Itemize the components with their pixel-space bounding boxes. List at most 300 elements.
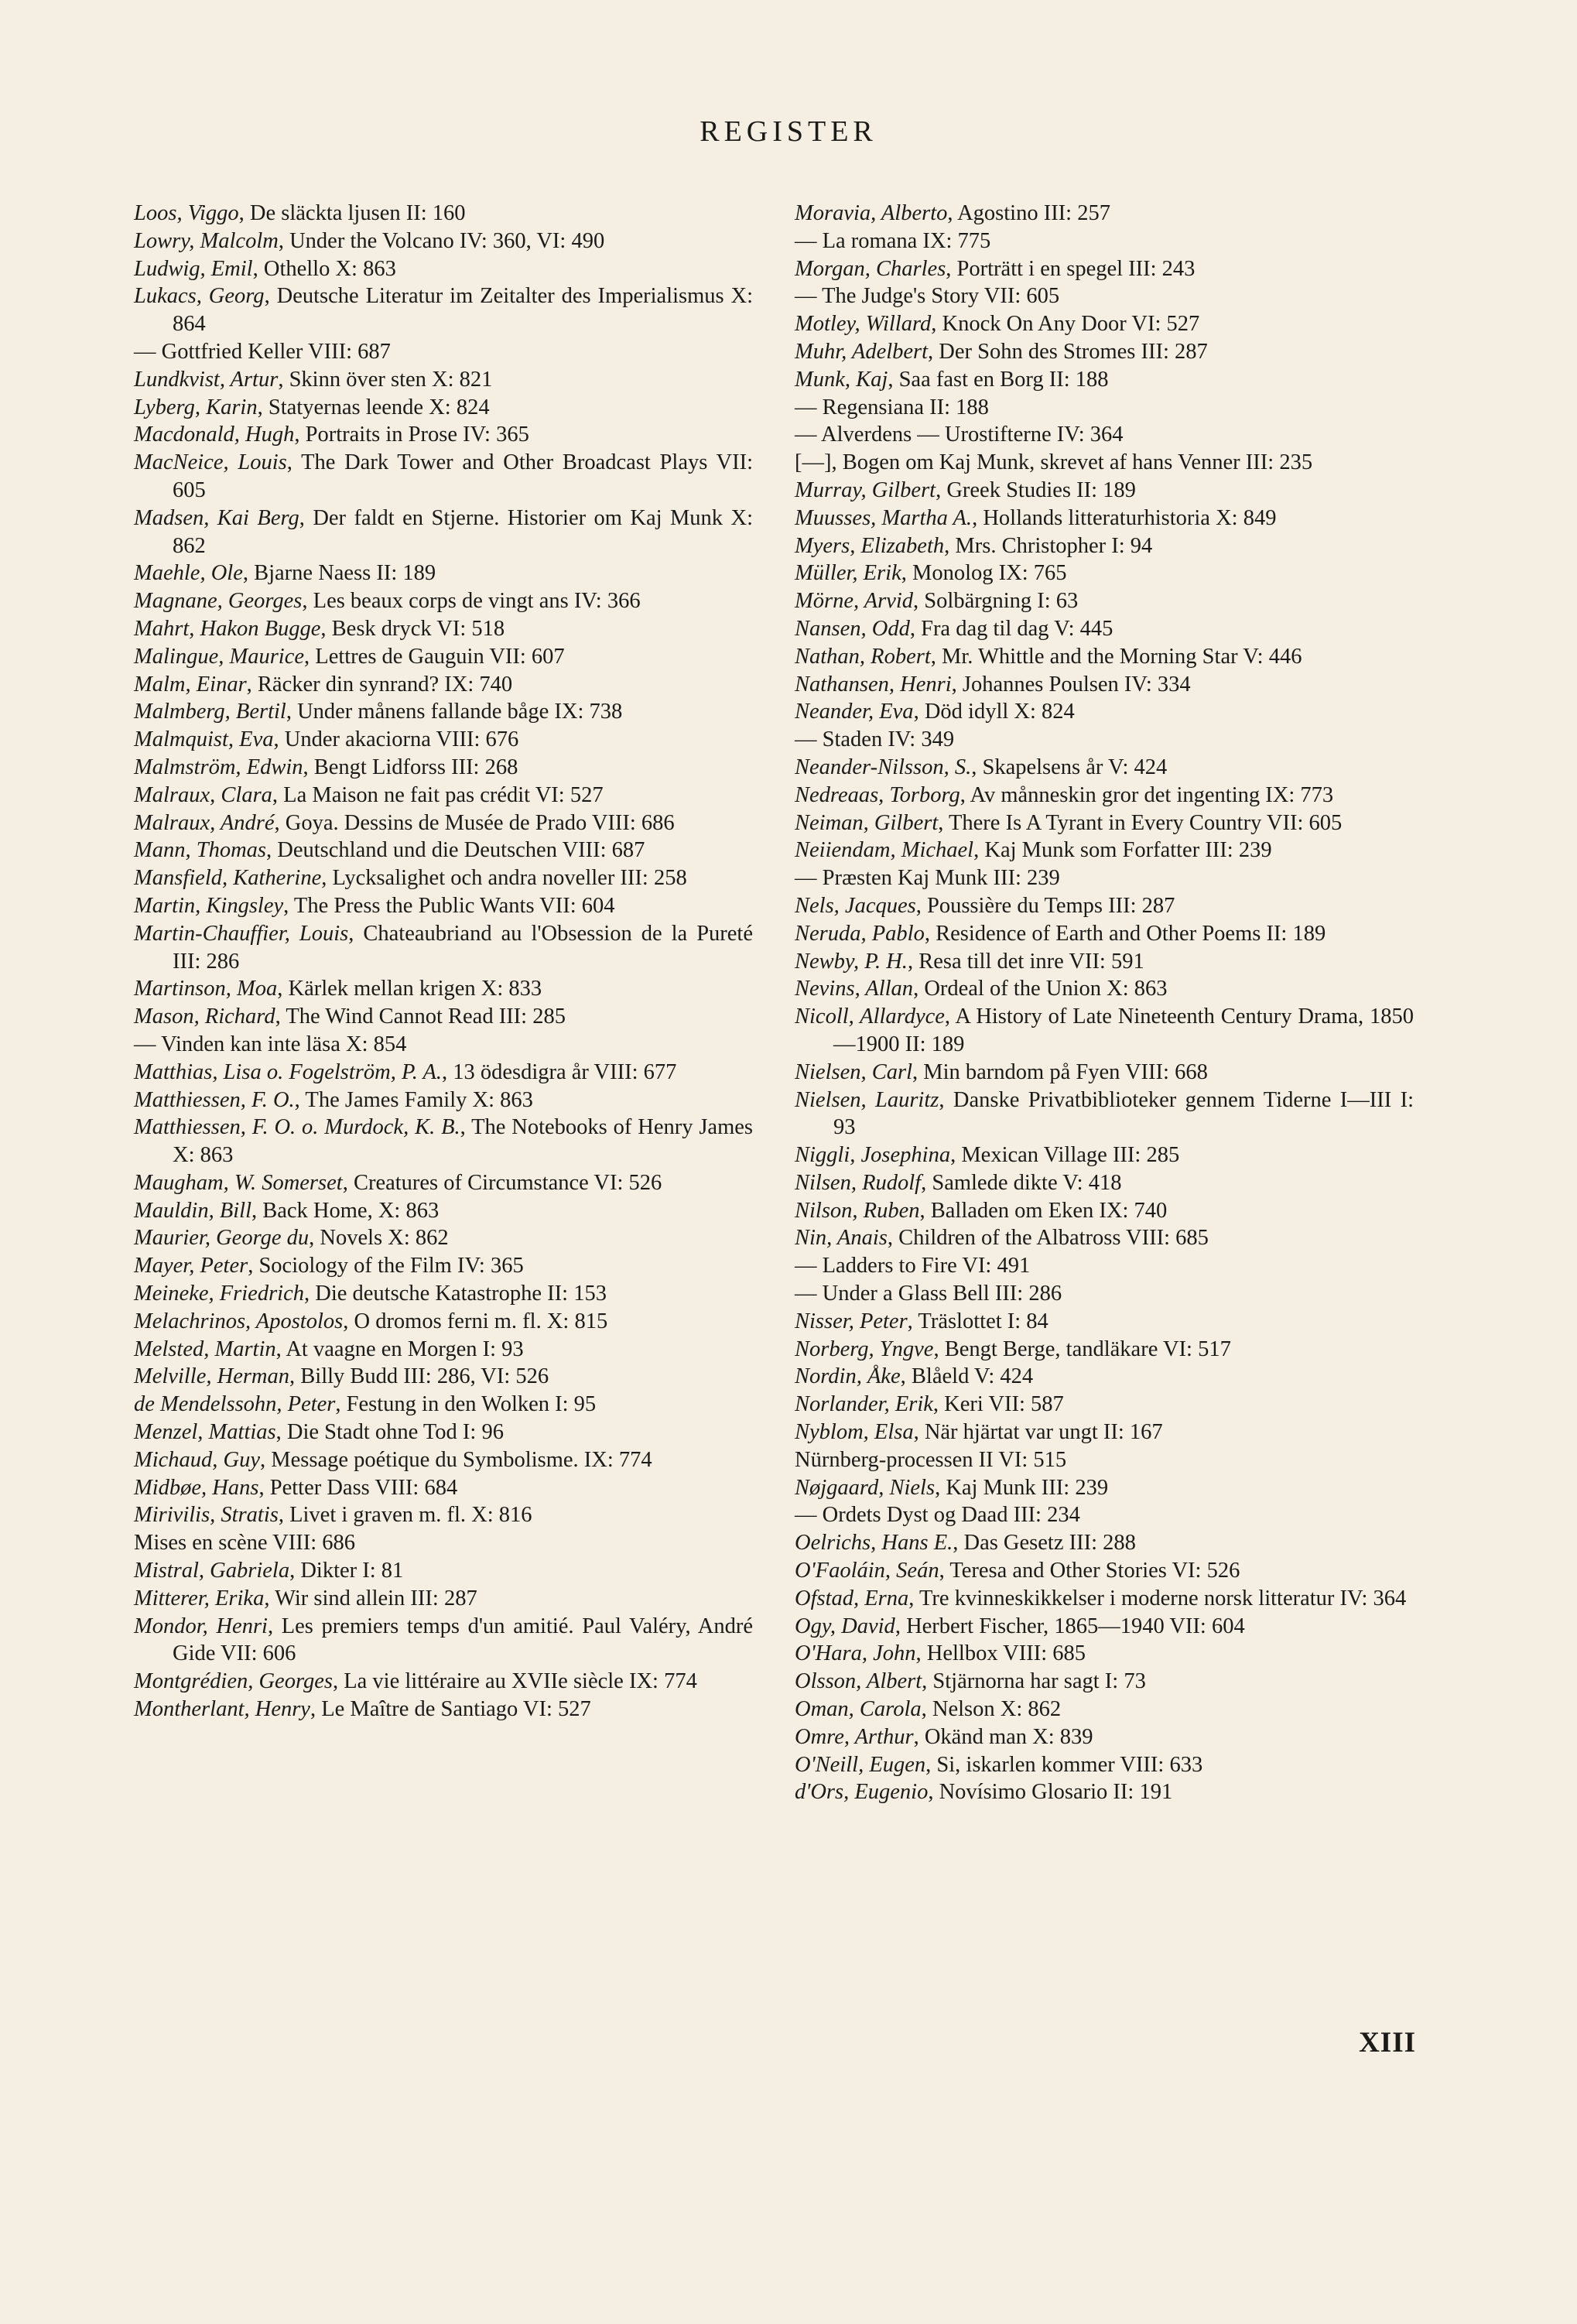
index-entry: Mirivilis, Stratis, Livet i graven m. fl. X: 816 <box>134 1503 532 1528</box>
entry-title-reference: O dromos ferni m. fl. X: 815 <box>354 1309 608 1333</box>
index-entry: Ludwig, Emil, Othello X: 863 <box>134 256 396 281</box>
entry-title-reference: Min barndom på Fyen VIII: 668 <box>923 1059 1208 1084</box>
entry-author: de Mendelssohn, Peter <box>134 1392 336 1417</box>
entry-title-reference: Hellbox VIII: 685 <box>926 1641 1086 1666</box>
index-entry: Nyblom, Elsa, När hjärtat var ungt II: 167 <box>795 1420 1163 1445</box>
entry-author: Mistral, Gabriela <box>134 1559 290 1583</box>
index-entry: Michaud, Guy, Message poétique du Symbolisme. IX: 774 <box>134 1447 652 1472</box>
entry-author: Motley, Willard <box>795 312 932 337</box>
entry-title-reference: Das Gesetz III: 288 <box>963 1531 1136 1556</box>
entry-title-reference: Statyernas leende X: 824 <box>268 395 490 419</box>
entry-author: Martin, Kingsley <box>134 893 284 918</box>
index-entry <box>795 282 1414 310</box>
entry-title-reference: Die deutsche Katastrophe II: 153 <box>315 1282 607 1306</box>
entry-title-reference: Hollands litteraturhistoria X: 849 <box>983 505 1277 530</box>
index-entry: Muusses, Martha A., Hollands litteraturhistoria X: 849 <box>795 505 1277 530</box>
index-entry: MacNeice, Louis, The Dark Tower and Other Broadcast Plays VII: 605 <box>134 450 753 502</box>
entry-author: Neruda, Pablo <box>795 921 925 946</box>
entry-title-reference: There Is A Tyrant in Every Country VII: 605 <box>949 810 1343 835</box>
entry-author: Mann, Thomas <box>134 838 267 863</box>
index-entry: Mauldin, Bill, Back Home, X: 863 <box>134 1198 440 1223</box>
index-entry: Magnane, Georges, Les beaux corps de vingt ans IV: 366 <box>134 589 641 614</box>
index-entry: Neander, Eva, Död idyll X: 824 <box>795 700 1075 724</box>
entry-author: Nathansen, Henri <box>795 672 952 697</box>
entry-title-reference: Creatures of Circumstance VI: 526 <box>353 1170 662 1195</box>
entry-title-reference: Under månens fallande båge IX: 738 <box>297 700 623 724</box>
entry-title-reference: Agostino III: 257 <box>957 201 1110 225</box>
entry-title-reference: Goya. Dessins de Musée de Prado VIII: 686 <box>285 810 675 835</box>
entry-author: Martinson, Moa <box>134 977 278 1001</box>
entry-author: Malmquist, Eva <box>134 727 274 752</box>
entry-title-reference: Knock On Any Door VI: 527 <box>942 312 1200 337</box>
entry-title-reference: — Staden IV: 349 <box>795 727 955 752</box>
entry-author: Nicoll, Allardyce <box>795 1005 945 1029</box>
entry-title-reference: Les premiers temps d'un amitié. Paul Valéry, André Gide VII: 606 <box>173 1614 753 1666</box>
entry-title-reference: Balladen om Eken IX: 740 <box>930 1198 1168 1223</box>
entry-author: Ludwig, Emil <box>134 256 253 281</box>
entry-title-reference: The Dark Tower and Other Broadcast Plays VII: 605 <box>173 450 753 502</box>
index-entry: Ogy, David, Herbert Fischer, 1865—1940 VII: 604 <box>795 1614 1245 1638</box>
index-entry: Malingue, Maurice, Lettres de Gauguin VII: 607 <box>134 644 565 669</box>
entry-title-reference: Der Sohn des Stromes III: 287 <box>939 339 1208 364</box>
entry-title-reference: Resa till det inre VII: 591 <box>918 949 1144 974</box>
index-entry: Maugham, W. Somerset, Creatures of Circumstance VI: 526 <box>134 1170 662 1195</box>
entry-title-reference: Festung in den Wolken I: 95 <box>346 1392 597 1417</box>
entry-title-reference: Novísimo Glosario II: 191 <box>939 1780 1173 1805</box>
entry-author: Oelrichs, Hans E. <box>795 1531 953 1556</box>
entry-author: Matthiessen, F. O. <box>134 1087 295 1112</box>
entry-author: Newby, P. H. <box>795 949 908 974</box>
entry-author: Niggli, Josephina <box>795 1143 951 1168</box>
index-entry: Malraux, Clara, La Maison ne fait pas crédit VI: 527 <box>134 782 604 807</box>
entry-title-reference: Mises en scène VIII: 686 <box>134 1531 355 1556</box>
index-entry: Nicoll, Allardyce, A History of Late Nineteenth Century Drama, 1850—1900 II: 189 <box>795 1005 1414 1056</box>
entry-author: Neander-Nilsson, S. <box>795 755 972 779</box>
entry-title-reference: Petter Dass VIII: 684 <box>269 1475 458 1500</box>
entry-author: Matthiessen, F. O. o. Murdock, K. B. <box>134 1115 460 1140</box>
index-entry: Macdonald, Hugh, Portraits in Prose IV: 365 <box>134 423 529 447</box>
index-entry: Mayer, Peter, Sociology of the Film IV: 365 <box>134 1254 524 1278</box>
index-entry: Menzel, Mattias, Die Stadt ohne Tod I: 96 <box>134 1420 504 1445</box>
index-entry: Olsson, Albert, Stjärnorna har sagt I: 73 <box>795 1669 1146 1694</box>
entry-title-reference: Lettres de Gauguin VII: 607 <box>315 644 565 669</box>
entry-title-reference: Saa fast en Borg II: 188 <box>898 367 1109 392</box>
entry-author: Nin, Anais <box>795 1226 888 1251</box>
entry-title-reference: Bjarne Naess II: 189 <box>254 561 436 586</box>
entry-title-reference: Danske Privatbiblioteker gennem Tiderne I—III I: 93 <box>833 1087 1415 1140</box>
entry-title-reference: Greek Studies II: 189 <box>946 477 1136 502</box>
entry-title-reference: Sociology of the Film IV: 365 <box>258 1254 524 1278</box>
index-entry <box>795 1252 1414 1280</box>
entry-author: Mahrt, Hakon Bugge <box>134 616 321 641</box>
index-entry <box>795 228 1414 255</box>
entry-author: Nielsen, Carl <box>795 1059 913 1084</box>
index-entry: Matthiessen, F. O. o. Murdock, K. B., The Notebooks of Henry James X: 863 <box>134 1115 753 1168</box>
index-entry: Nin, Anais, Children of the Albatross VIII: 685 <box>795 1226 1209 1251</box>
entry-title-reference: Novels X: 862 <box>320 1226 449 1251</box>
entry-title-reference: [—], Bogen om Kaj Munk, skrevet af hans Venner III: 235 <box>795 450 1313 475</box>
entry-author: Malraux, André <box>134 810 275 835</box>
entry-title-reference: Teresa and Other Stories VI: 526 <box>949 1559 1240 1583</box>
entry-author: Nansen, Odd <box>795 616 910 641</box>
entry-title-reference: Wir sind allein III: 287 <box>275 1586 477 1610</box>
entry-title-reference: Träslottet I: 84 <box>918 1309 1048 1333</box>
index-entry: Neiiendam, Michael, Kaj Munk som Forfatter III: 239 <box>795 838 1272 863</box>
entry-author: O'Hara, John <box>795 1641 916 1666</box>
entry-title-reference: Les beaux corps de vingt ans IV: 366 <box>313 589 641 614</box>
entry-title-reference: Stjärnorna har sagt I: 73 <box>932 1669 1146 1694</box>
entry-title-reference: Under akaciorna VIII: 676 <box>284 727 519 752</box>
index-entry: Munk, Kaj, Saa fast en Borg II: 188 <box>795 367 1109 392</box>
index-entry: Nøjgaard, Niels, Kaj Munk III: 239 <box>795 1475 1109 1500</box>
index-entry: Mörne, Arvid, Solbärgning I: 63 <box>795 589 1079 614</box>
entry-title-reference: Samlede dikte V: 418 <box>932 1170 1122 1195</box>
index-entry: Midbøe, Hans, Petter Dass VIII: 684 <box>134 1475 458 1500</box>
entry-title-reference: Av månneskin gror det ingenting IX: 773 <box>970 782 1334 807</box>
entry-author: Mason, Richard <box>134 1005 275 1029</box>
index-entry: Neruda, Pablo, Residence of Earth and Other Poems II: 189 <box>795 921 1326 946</box>
entry-title-reference: Skinn över sten X: 821 <box>289 367 493 392</box>
entry-author: Lowry, Malcolm <box>134 228 279 253</box>
index-entry: Mondor, Henri, Les premiers temps d'un amitié. Paul Valéry, André Gide VII: 606 <box>134 1614 753 1666</box>
entry-author: Montgrédien, Georges <box>134 1669 333 1694</box>
entry-author: O'Neill, Eugen <box>795 1752 926 1777</box>
entry-title-reference: Räcker din synrand? IX: 740 <box>257 672 513 697</box>
entry-title-reference: När hjärtat var ungt II: 167 <box>924 1420 1163 1445</box>
page-title: REGISTER <box>700 115 877 148</box>
index-entry: Loos, Viggo, De släckta ljusen II: 160 <box>134 201 466 225</box>
entry-author: Nisser, Peter <box>795 1309 908 1333</box>
index-entry: Maehle, Ole, Bjarne Naess II: 189 <box>134 561 436 586</box>
entry-author: Malm, Einar <box>134 672 247 697</box>
entry-title-reference: Bengt Berge, tandläkare VI: 517 <box>944 1337 1231 1361</box>
entry-author: Macdonald, Hugh <box>134 423 295 447</box>
entry-author: Mondor, Henri <box>134 1614 268 1638</box>
index-entry: Matthiessen, F. O., The James Family X: 863 <box>134 1087 533 1112</box>
entry-title-reference: — Vinden kan inte läsa X: 854 <box>134 1032 407 1056</box>
index-entry: Nilsen, Rudolf, Samlede dikte V: 418 <box>795 1170 1122 1195</box>
index-entry: Nels, Jacques, Poussière du Temps III: 287 <box>795 893 1175 918</box>
entry-title-reference: The James Family X: 863 <box>305 1087 533 1112</box>
entry-author: Maehle, Ole <box>134 561 243 586</box>
index-entry: Mitterer, Erika, Wir sind allein III: 287 <box>134 1586 477 1610</box>
entry-title-reference: The Press the Public Wants VII: 604 <box>293 893 615 918</box>
index-entry: O'Faoláin, Seán, Teresa and Other Stories VI: 526 <box>795 1559 1240 1583</box>
entry-author: Norberg, Yngve <box>795 1337 934 1361</box>
entry-title-reference: Children of the Albatross VIII: 685 <box>898 1226 1209 1251</box>
index-entry: O'Neill, Eugen, Si, iskarlen kommer VIII: 633 <box>795 1752 1203 1777</box>
entry-author: Nordin, Åke <box>795 1364 901 1389</box>
index-entry: Meineke, Friedrich, Die deutsche Katastrophe II: 153 <box>134 1282 607 1306</box>
entry-author: Nilson, Ruben <box>795 1198 920 1223</box>
entry-author: Neiman, Gilbert <box>795 810 939 835</box>
entry-author: Mauldin, Bill <box>134 1198 251 1223</box>
entry-author: Malingue, Maurice <box>134 644 305 669</box>
index-entry: Nielsen, Lauritz, Danske Privatbiblioteker gennem Tiderne I—III I: 93 <box>795 1087 1415 1140</box>
index-entry: Malraux, André, Goya. Dessins de Musée de Prado VIII: 686 <box>134 810 675 835</box>
index-entry: d'Ors, Eugenio, Novísimo Glosario II: 191 <box>795 1780 1173 1805</box>
entry-title-reference: — Præsten Kaj Munk III: 239 <box>795 866 1060 891</box>
entry-title-reference: Johannes Poulsen IV: 334 <box>962 672 1191 697</box>
entry-author: Munk, Kaj <box>795 367 888 392</box>
entry-author: Malmström, Edwin <box>134 755 303 779</box>
entry-author: Müller, Erik <box>795 561 901 586</box>
entry-title-reference: Skapelsens år V: 424 <box>982 755 1168 779</box>
entry-author: Martin-Chauffier, Louis <box>134 921 349 946</box>
index-entry <box>795 1446 1414 1474</box>
entry-title-reference: At vaagne en Morgen I: 93 <box>286 1337 524 1361</box>
entry-author: Melville, Herman <box>134 1364 290 1389</box>
entry-title-reference: Othello X: 863 <box>263 256 396 281</box>
entry-title-reference: La Maison ne fait pas crédit VI: 527 <box>283 782 604 807</box>
entry-title-reference: — Regensiana II: 188 <box>795 395 989 419</box>
entry-author: O'Faoláin, Seán <box>795 1559 939 1583</box>
entry-title-reference: De släckta ljusen II: 160 <box>249 201 466 225</box>
index-entry: Muhr, Adelbert, Der Sohn des Stromes III: 287 <box>795 339 1208 364</box>
entry-title-reference: Dikter I: 81 <box>300 1559 404 1583</box>
index-entry: Maurier, George du, Novels X: 862 <box>134 1226 449 1251</box>
entry-title-reference: Si, iskarlen kommer VIII: 633 <box>936 1752 1203 1777</box>
entry-author: Mirivilis, Stratis <box>134 1503 279 1528</box>
index-entry: Mason, Richard, The Wind Cannot Read III: 285 <box>134 1005 566 1029</box>
entry-title-reference: — La romana IX: 775 <box>795 228 991 253</box>
entry-author: Melachrinos, Apostolos <box>134 1309 344 1333</box>
entry-title-reference: Solbärgning I: 63 <box>924 589 1079 614</box>
entry-author: Mitterer, Erika <box>134 1586 265 1610</box>
entry-author: Maugham, W. Somerset <box>134 1170 343 1195</box>
entry-title-reference: Porträtt i en spegel III: 243 <box>956 256 1196 281</box>
entry-title-reference: Mexican Village III: 285 <box>961 1143 1180 1168</box>
index-entry: Mahrt, Hakon Bugge, Besk dryck VI: 518 <box>134 616 505 641</box>
entry-title-reference: — The Judge's Story VII: 605 <box>795 284 1060 309</box>
entry-title-reference: Le Maître de Santiago VI: 527 <box>321 1697 591 1722</box>
entry-author: Loos, Viggo <box>134 201 239 225</box>
index-entry: Malm, Einar, Räcker din synrand? IX: 740 <box>134 672 513 697</box>
index-entry <box>795 449 1414 477</box>
index-entry: Nisser, Peter, Träslottet I: 84 <box>795 1309 1048 1333</box>
entry-title-reference: Fra dag til dag V: 445 <box>921 616 1113 641</box>
index-entry: Nilson, Ruben, Balladen om Eken IX: 740 <box>795 1198 1168 1223</box>
entry-title-reference: Kaj Munk som Forfatter III: 239 <box>984 838 1272 863</box>
entry-author: Muhr, Adelbert <box>795 339 929 364</box>
entry-title-reference: Blåeld V: 424 <box>911 1364 1034 1389</box>
index-entry: Morgan, Charles, Porträtt i en spegel III: 243 <box>795 256 1196 281</box>
entry-title-reference: Residence of Earth and Other Poems II: 189 <box>936 921 1326 946</box>
entry-author: Murray, Gilbert <box>795 477 936 502</box>
index-entry: Nielsen, Carl, Min barndom på Fyen VIII: 668 <box>795 1059 1208 1084</box>
index-entry: Montgrédien, Georges, La vie littéraire au XVIIe siècle IX: 774 <box>134 1669 697 1694</box>
entry-title-reference: La vie littéraire au XVIIe siècle IX: 774 <box>344 1669 697 1694</box>
entry-title-reference: Under the Volcano IV: 360, VI: 490 <box>289 228 605 253</box>
entry-author: Nels, Jacques <box>795 893 916 918</box>
entry-author: Norlander, Erik <box>795 1392 933 1417</box>
index-entry: O'Hara, John, Hellbox VIII: 685 <box>795 1641 1086 1666</box>
index-entry <box>134 1529 753 1557</box>
entry-author: Nevins, Allan <box>795 977 914 1001</box>
index-entry: Melachrinos, Apostolos, O dromos ferni m. fl. X: 815 <box>134 1309 608 1333</box>
entry-author: Ogy, David <box>795 1614 895 1638</box>
entry-author: Montherlant, Henry <box>134 1697 310 1722</box>
entry-title-reference: Der faldt en Stjerne. Historier om Kaj Munk X: 862 <box>173 505 753 558</box>
index-entry <box>795 726 1414 754</box>
entry-title-reference: Deutsche Literatur im Zeitalter des Imperialismus X: 864 <box>173 284 754 337</box>
index-entry: Madsen, Kai Berg, Der faldt en Stjerne. Historier om Kaj Munk X: 862 <box>134 505 753 558</box>
index-entry: Myers, Elizabeth, Mrs. Christopher I: 94 <box>795 533 1153 558</box>
entry-title-reference: Portraits in Prose IV: 365 <box>305 423 529 447</box>
index-entry: Nathansen, Henri, Johannes Poulsen IV: 334 <box>795 672 1191 697</box>
entry-author: Lukacs, Georg <box>134 284 265 309</box>
index-entry: Montherlant, Henry, Le Maître de Santiago VI: 527 <box>134 1697 591 1722</box>
index-entry: Martin, Kingsley, The Press the Public Wants VII: 604 <box>134 893 615 918</box>
entry-author: Nøjgaard, Niels <box>795 1475 936 1500</box>
index-entry: Neander-Nilsson, S., Skapelsens år V: 424 <box>795 755 1168 779</box>
entry-title-reference: Nelson X: 862 <box>932 1697 1062 1722</box>
entry-title-reference: Monolog IX: 765 <box>912 561 1067 586</box>
entry-title-reference: — Gottfried Keller VIII: 687 <box>134 339 391 364</box>
entry-title-reference: The Notebooks of Henry James X: 863 <box>173 1115 753 1168</box>
index-entry: Nedreaas, Torborg, Av månneskin gror det ingenting IX: 773 <box>795 782 1334 807</box>
index-entry: Oman, Carola, Nelson X: 862 <box>795 1697 1062 1722</box>
entry-author: Lundkvist, Artur <box>134 367 279 392</box>
index-entry: Lowry, Malcolm, Under the Volcano IV: 360, VI: 490 <box>134 228 605 253</box>
entry-author: Omre, Arthur <box>795 1724 914 1749</box>
entry-author: Malmberg, Bertil <box>134 700 286 724</box>
entry-author: Ofstad, Erna <box>795 1586 909 1610</box>
entry-author: Melsted, Martin <box>134 1337 276 1361</box>
entry-author: Matthias, Lisa o. Fogelström, P. A. <box>134 1059 442 1084</box>
entry-author: d'Ors, Eugenio <box>795 1780 929 1805</box>
entry-title-reference: Mr. Whittle and the Morning Star V: 446 <box>942 644 1302 669</box>
index-entry: Malmberg, Bertil, Under månens fallande båge IX: 738 <box>134 700 623 724</box>
entry-author: Olsson, Albert <box>795 1669 922 1694</box>
index-entry: Murray, Gilbert, Greek Studies II: 189 <box>795 477 1136 502</box>
entry-author: Nyblom, Elsa <box>795 1420 914 1445</box>
entry-title-reference: 13 ödesdigra år VIII: 677 <box>453 1059 677 1084</box>
index-entry: Ofstad, Erna, Tre kvinneskikkelser i moderne norsk litteratur IV: 364 <box>795 1586 1407 1610</box>
entry-title-reference: Mrs. Christopher I: 94 <box>955 533 1153 558</box>
index-entry <box>134 338 753 366</box>
entry-title-reference: A History of Late Nineteenth Century Drama, 1850—1900 II: 189 <box>833 1005 1414 1056</box>
index-entry <box>795 421 1414 449</box>
index-entry: Malmström, Edwin, Bengt Lidforss III: 268 <box>134 755 518 779</box>
entry-title-reference: Herbert Fischer, 1865—1940 VII: 604 <box>906 1614 1245 1638</box>
index-entry: de Mendelssohn, Peter, Festung in den Wolken I: 95 <box>134 1392 597 1417</box>
index-entry: Motley, Willard, Knock On Any Door VI: 527 <box>795 312 1200 337</box>
entry-author: Madsen, Kai Berg <box>134 505 299 530</box>
index-entry: Nathan, Robert, Mr. Whittle and the Morning Star V: 446 <box>795 644 1302 669</box>
entry-author: Midbøe, Hans <box>134 1475 259 1500</box>
entry-author: Nilsen, Rudolf <box>795 1170 922 1195</box>
index-entry: Newby, P. H., Resa till det inre VII: 591 <box>795 949 1144 974</box>
entry-author: Nielsen, Lauritz <box>795 1087 939 1112</box>
entry-title-reference: Chateaubriand au l'Obsession de la Pureté III: 286 <box>173 921 753 974</box>
entry-title-reference: — Ladders to Fire VI: 491 <box>795 1254 1031 1278</box>
index-entry: Martin-Chauffier, Louis, Chateaubriand au l'Obsession de la Pureté III: 286 <box>134 921 753 974</box>
index-entry <box>795 1280 1414 1308</box>
index-entry <box>795 394 1414 422</box>
entry-author: Meineke, Friedrich <box>134 1282 304 1306</box>
entry-title-reference: Okänd man X: 839 <box>924 1724 1093 1749</box>
index-column-left <box>134 200 753 1723</box>
entry-author: Mansfield, Katherine <box>134 866 322 891</box>
index-entry: Mann, Thomas, Deutschland und die Deutschen VIII: 687 <box>134 838 645 863</box>
entry-title-reference: Död idyll X: 824 <box>924 700 1075 724</box>
index-entry: Neiman, Gilbert, There Is A Tyrant in Every Country VII: 605 <box>795 810 1343 835</box>
index-entry: Lyberg, Karin, Statyernas leende X: 824 <box>134 395 490 419</box>
index-entry: Nordin, Åke, Blåeld V: 424 <box>795 1364 1034 1389</box>
index-entry: Omre, Arthur, Okänd man X: 839 <box>795 1724 1093 1749</box>
entry-title-reference: Besk dryck VI: 518 <box>331 616 505 641</box>
index-entry: Mistral, Gabriela, Dikter I: 81 <box>134 1559 404 1583</box>
entry-title-reference: The Wind Cannot Read III: 285 <box>286 1005 566 1029</box>
index-entry: Melsted, Martin, At vaagne en Morgen I: 93 <box>134 1337 524 1361</box>
entry-title-reference: Kärlek mellan krigen X: 833 <box>288 977 542 1001</box>
entry-title-reference: Nürnberg-processen II VI: 515 <box>795 1447 1067 1472</box>
entry-title-reference: Message poétique du Symbolisme. IX: 774 <box>271 1447 652 1472</box>
entry-title-reference: Kaj Munk III: 239 <box>946 1475 1109 1500</box>
entry-title-reference: Livet i graven m. fl. X: 816 <box>289 1503 532 1528</box>
index-entry: Norberg, Yngve, Bengt Berge, tandläkare VI: 517 <box>795 1337 1231 1361</box>
entry-title-reference: Deutschland und die Deutschen VIII: 687 <box>277 838 645 863</box>
entry-author: Nedreaas, Torborg <box>795 782 960 807</box>
index-entry: Nansen, Odd, Fra dag til dag V: 445 <box>795 616 1113 641</box>
index-column-right <box>795 200 1414 1806</box>
index-entry <box>795 1501 1414 1529</box>
index-entry: Melville, Herman, Billy Budd III: 286, VI: 526 <box>134 1364 549 1389</box>
entry-title-reference: Die Stadt ohne Tod I: 96 <box>286 1420 504 1445</box>
entry-author: Myers, Elizabeth <box>795 533 945 558</box>
index-entry: Moravia, Alberto, Agostino III: 257 <box>795 201 1110 225</box>
index-entry: Oelrichs, Hans E., Das Gesetz III: 288 <box>795 1531 1136 1556</box>
index-entry <box>795 864 1414 892</box>
index-entry: Lukacs, Georg, Deutsche Literatur im Zeitalter des Imperialismus X: 864 <box>134 284 754 337</box>
entry-author: Malraux, Clara <box>134 782 272 807</box>
index-entry: Nevins, Allan, Ordeal of the Union X: 863 <box>795 977 1168 1001</box>
index-entry: Niggli, Josephina, Mexican Village III: 285 <box>795 1143 1180 1168</box>
entry-title-reference: — Alverdens — Urostifterne IV: 364 <box>795 423 1124 447</box>
entry-author: Mayer, Peter <box>134 1254 248 1278</box>
index-entry: Martinson, Moa, Kärlek mellan krigen X: 833 <box>134 977 542 1001</box>
entry-author: Mörne, Arvid <box>795 589 914 614</box>
entry-author: Moravia, Alberto <box>795 201 948 225</box>
entry-author: Neiiendam, Michael <box>795 838 974 863</box>
entry-author: Neander, Eva <box>795 700 914 724</box>
entry-author: Morgan, Charles <box>795 256 946 281</box>
index-entry: Matthias, Lisa o. Fogelström, P. A., 13 ödesdigra år VIII: 677 <box>134 1059 677 1084</box>
index-entry: Norlander, Erik, Keri VII: 587 <box>795 1392 1064 1417</box>
entry-author: Maurier, George du <box>134 1226 310 1251</box>
entry-title-reference: Keri VII: 587 <box>944 1392 1064 1417</box>
entry-title-reference: Lycksalighet och andra noveller III: 258 <box>332 866 687 891</box>
entry-title-reference: — Ordets Dyst og Daad III: 234 <box>795 1503 1080 1528</box>
entry-author: MacNeice, Louis <box>134 450 287 475</box>
page-number: XIII <box>1359 2027 1416 2059</box>
index-entry: Lundkvist, Artur, Skinn över sten X: 821 <box>134 367 493 392</box>
entry-title-reference: Back Home, X: 863 <box>262 1198 440 1223</box>
index-entry: Mansfield, Katherine, Lycksalighet och andra noveller III: 258 <box>134 866 687 891</box>
entry-title-reference: Bengt Lidforss III: 268 <box>313 755 518 779</box>
entry-title-reference: Tre kvinneskikkelser i moderne norsk litteratur IV: 364 <box>919 1586 1407 1610</box>
entry-title-reference: Billy Budd III: 286, VI: 526 <box>300 1364 549 1389</box>
entry-author: Magnane, Georges <box>134 589 303 614</box>
entry-author: Muusses, Martha A. <box>795 505 973 530</box>
index-entry <box>134 1031 753 1059</box>
entry-author: Nathan, Robert <box>795 644 931 669</box>
entry-author: Lyberg, Karin <box>134 395 258 419</box>
entry-author: Michaud, Guy <box>134 1447 261 1472</box>
index-entry: Müller, Erik, Monolog IX: 765 <box>795 561 1067 586</box>
entry-title-reference: Poussière du Temps III: 287 <box>926 893 1175 918</box>
